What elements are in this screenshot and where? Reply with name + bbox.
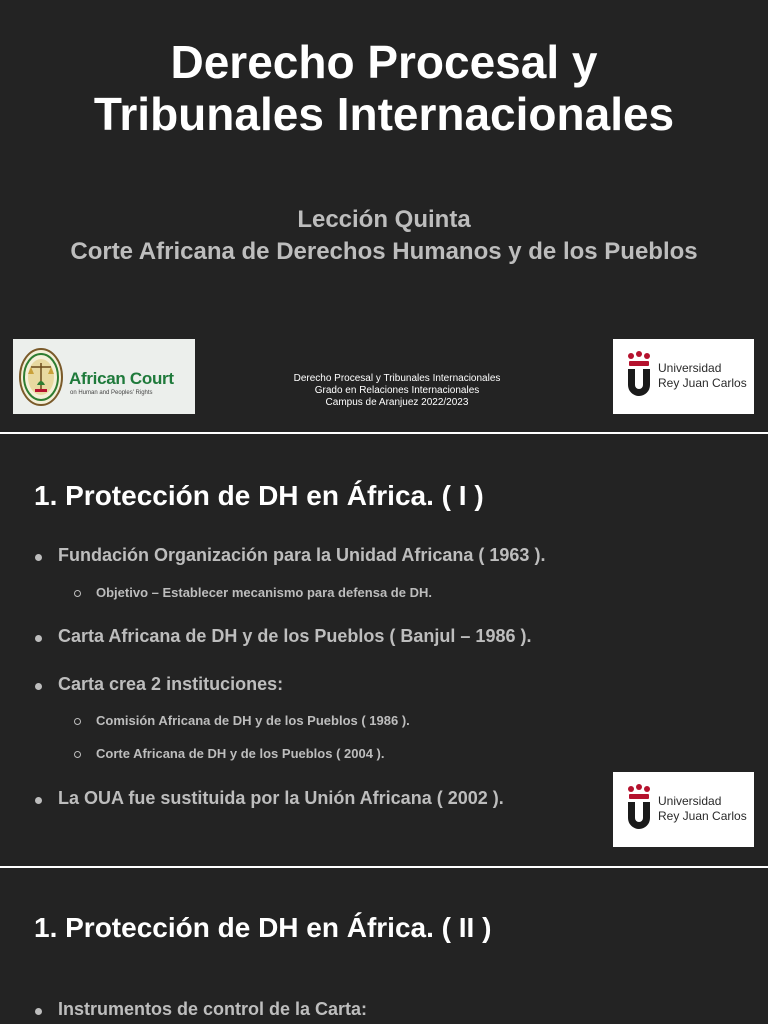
- title-slide: [0, 0, 768, 432]
- urjc-logo: [613, 772, 754, 847]
- footer-campus: Campus de Aranjuez 2022/2023: [325, 397, 469, 408]
- content-slide-2: [0, 868, 768, 1024]
- urjc-emblem-icon: [625, 784, 653, 832]
- footer-course: Derecho Procesal y Tribunales Internacionales: [293, 373, 501, 384]
- bullet-item: Carta Africana de DH y de los Pueblos ( Banjul – 1986 ).: [58, 626, 532, 646]
- slide-footer: [230, 373, 564, 409]
- african-court-logo: [13, 339, 195, 414]
- african-court-emblem-icon: [17, 345, 65, 408]
- urjc-emblem-icon: [625, 351, 653, 399]
- bullet-item: Instrumentos de control de la Carta:: [58, 999, 368, 1019]
- content-slide-1: [0, 434, 768, 866]
- sub-bullet-item: Comisión Africana de DH y de los Pueblos ( 1986 ).: [96, 713, 410, 728]
- bullet-item: Carta crea 2 instituciones:: [58, 674, 284, 694]
- lesson-subtitle: Lección Quinta Corte Africana de Derechos Humanos y de los Pueblos: [70, 206, 698, 265]
- urjc-logo: [613, 339, 754, 414]
- sub-bullet-item: Objetivo – Establecer mecanismo para defensa de DH.: [96, 585, 432, 600]
- presentation-title: Derecho Procesal y Tribunales Internacionales: [93, 36, 675, 140]
- footer-degree: Grado en Relaciones Internacionales: [314, 385, 480, 396]
- sub-bullet-item: Corte Africana de DH y de los Pueblos ( 2004 ).: [96, 746, 385, 761]
- bullet-item: La OUA fue sustituida por la Unión Africana ( 2002 ).: [58, 788, 504, 808]
- bullet-item: Fundación Organización para la Unidad Africana ( 1963 ).: [58, 545, 546, 565]
- urjc-name: Universidad Rey Juan Carlos: [658, 361, 747, 390]
- african-court-tagline: on Human and Peoples' Rights: [70, 390, 153, 396]
- urjc-name: Universidad Rey Juan Carlos: [658, 794, 747, 823]
- slide-heading: 1. Protección de DH en África. ( I ): [34, 480, 484, 511]
- african-court-name: African Court: [69, 369, 174, 388]
- slide-heading: 1. Protección de DH en África. ( II ): [34, 912, 492, 943]
